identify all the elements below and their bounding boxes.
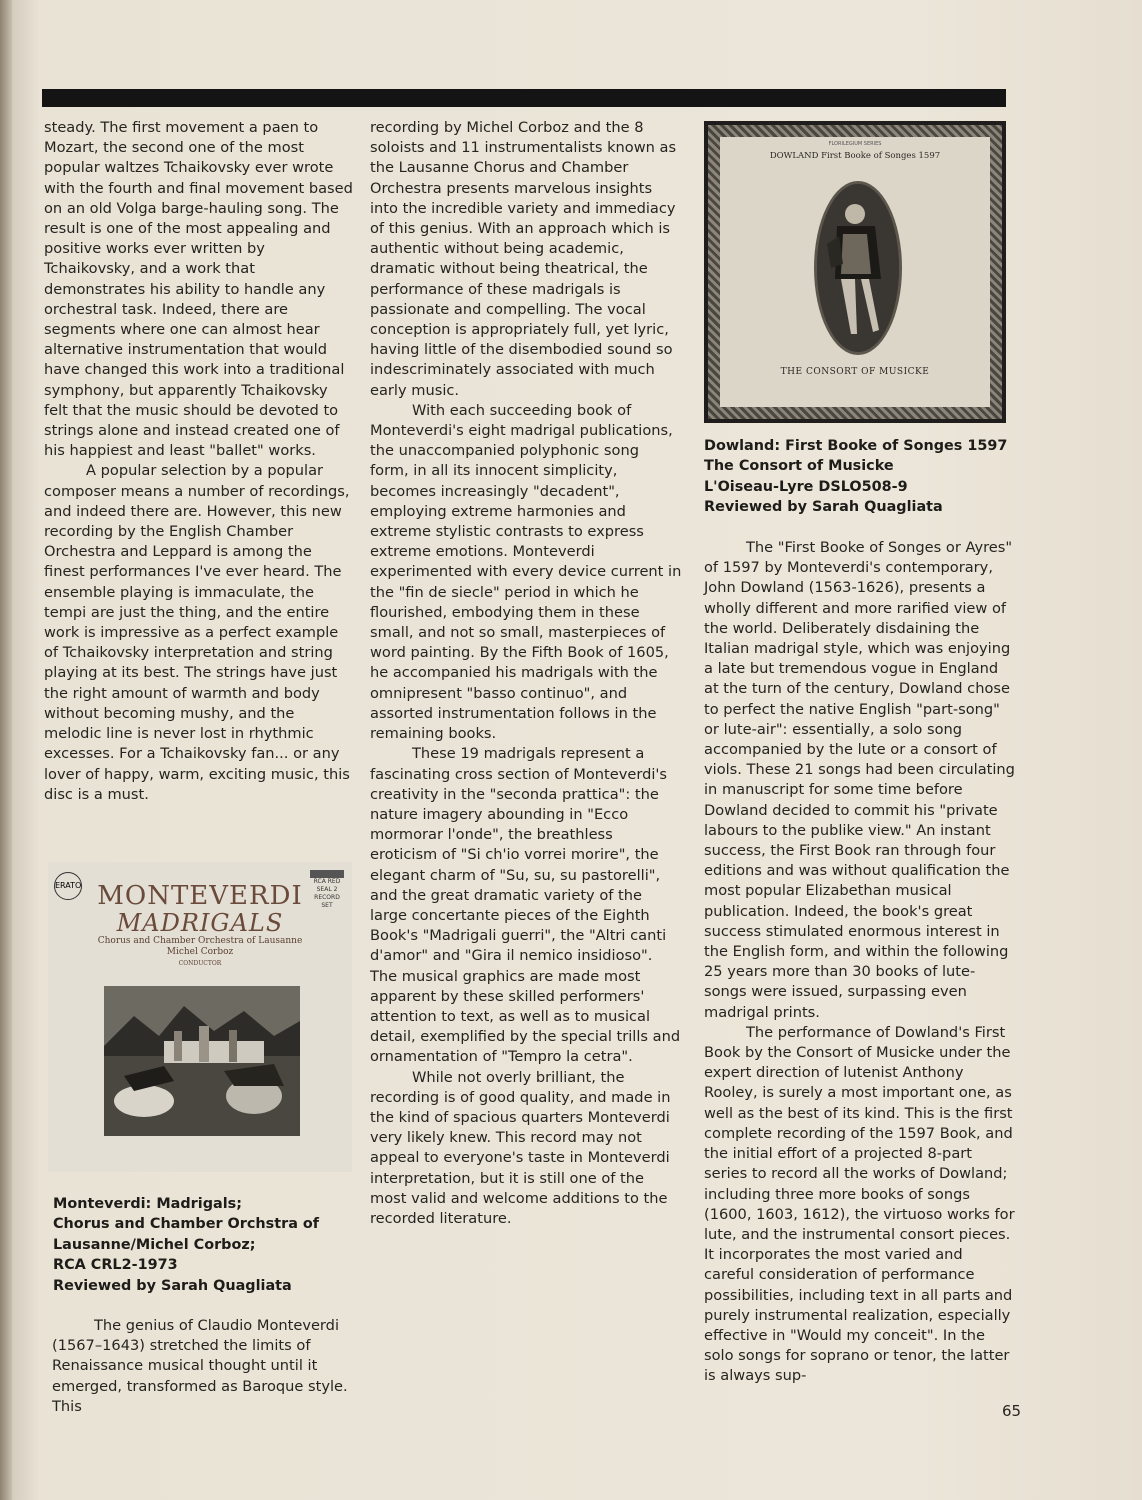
album-title-line-1: MONTEVERDI [97, 881, 303, 911]
caption-line: Monteverdi: Madrigals; [53, 1196, 242, 1212]
caption-line: Reviewed by Sarah Quagliata [704, 499, 943, 516]
dowland-album-cover [704, 121, 1006, 423]
caption-line: Dowland: First Booke of Songes 1597 [704, 438, 1008, 454]
paragraph: A popular selection by a popular composer means a number of recordings, and indeed there are. However, this new recording by the English Chamber Orchestra and Leppard is among the finest performances I've ever heard. The ensemble playing is immaculate, the tempi are just the thing, and the entire work is impressive as a perfect example of Tchaikovsky interpretation and string playing at its best. The strings have just the right amount of warmth and body without becoming mushy, and the melodic line is never lost in rhythmic excesses. For a Tchaikovsky fan... or any lover of happy, warm, exciting music, this disc is a must. [44, 462, 350, 803]
caption-line: RCA CRL2-1973 [53, 1257, 178, 1274]
column-1-bottom [52, 1316, 358, 1417]
column-1 [44, 118, 356, 805]
column-2 [370, 118, 682, 1229]
album-title: DOWLAND First Booke of Songes 1597 [769, 151, 941, 161]
header-rule [42, 89, 1006, 107]
album-conductor: Michel Corboz [166, 947, 234, 957]
column-3 [704, 538, 1016, 1387]
caption-line: Reviewed by Sarah Quagliata [53, 1277, 292, 1294]
erato-logo: ERATO [54, 872, 82, 900]
paragraph: These 19 madrigals represent a fascinating cross section of Monteverdi's creativity in the "seconda prattica": the nature imagery abounding in "Ecco mormorar l'onde", the breathless eroticism of "Si ch'io vorrei morire", the elegant charm of "Su, su, su pastorelli", and the great dramatic variety of the large concertante pieces of the Eighth Book's "Madrigali guerri", the "Altri canti d'amor" and "Gira il nemico insidioso". The musical graphics are made most apparent by these skilled performers' attention to text, as well as to musical detail, exemplified by the special trills and ornamentation of "Tempro la cetra". [370, 745, 681, 1066]
album-conductor-role: CONDUCTOR [178, 960, 222, 967]
rca-red-seal-logo: RCA RED SEAL 2 RECORD SET [310, 870, 344, 910]
monteverdi-album-cover [48, 862, 352, 1172]
album-series: FLORILEGIUM SERIES [828, 141, 882, 147]
album-performer: THE CONSORT OF MUSICKE [780, 367, 930, 377]
page-number: 65 [1002, 1402, 1022, 1420]
caption-line: L'Oiseau-Lyre DSLO508-9 [704, 478, 908, 495]
album-performer: Chorus and Chamber Orchestra of Lausanne [97, 936, 303, 946]
album-painting-image [104, 986, 300, 1136]
paragraph: The genius of Claudio Monteverdi (1567–1643) stretched the limits of Renaissance musical thought until it emerged, transformed as Baroque style. This [52, 1317, 348, 1415]
binding-edge [0, 0, 12, 1500]
caption-line: Lausanne/Michel Corboz; [53, 1236, 256, 1253]
caption-line: The Consort of Musicke [704, 458, 894, 475]
album-title-line-2: MADRIGALS [116, 909, 284, 937]
dowland-caption [704, 436, 1007, 518]
paragraph: With each succeeding book of Monteverdi's eight madrigal publications, the unaccompanied polyphonic song form, in all its innocent simplicity, becomes increasingly "decadent", employing extreme harmonies and extreme stylistic contrasts to express extreme emotions. Monteverdi experimented with every device current in the "fin de siecle" period in which he flourished, embodying them in these small, and not so small, masterpieces of word painting. By the Fifth Book of 1605, he accompanied his madrigals with the omnipresent "basso continuo", and assorted instrumentation follows in the remaining books. [370, 401, 682, 743]
portrait-image [814, 181, 902, 355]
paragraph: The "First Booke of Songes or Ayres" of 1597 by Monteverdi's contemporary, John Dowland (1563-1626), presents a wholly different and more rarified view of the world. Deliberately disdaining the Italian madrigal style, which was enjoying a late but tremendous vogue in England at the turn of the century, Dowland chose to perfect the native English "part-song" or lute-air": essentially, a solo song accompanied by the lute or a consort of viols. These 21 songs had been circulating in manuscript for some time before Dowland decided to commit his "private labours to the publike view." An instant success, the First Book ran through four editions and was without qualification the most popular Elizabethan musical publication. Indeed, the book's great success stimulated enormous interest in the English form, and within the following 25 years more than 30 books of lute-songs were issued, surpassing even madrigal prints. [704, 539, 1015, 1021]
caption-line: Chorus and Chamber Orchstra of [53, 1216, 320, 1233]
paragraph: While not overly brilliant, the recording is of good quality, and made in the kind of spacious quarters Monteverdi very likely knew. This record may not appeal to everyone's taste in Monteverdi interpretation, but it is still one of the most valid and welcome additions to the recorded literature. [370, 1068, 671, 1227]
monteverdi-caption [53, 1194, 319, 1296]
paragraph: recording by Michel Corboz and the 8 soloists and 11 instrumentalists known as the Lausanne Chorus and Chamber Orchestra presents marvelous insights into the incredible variety and immediacy of this genius. With an approach which is authentic without being academic, dramatic without being theatrical, the performance of these madrigals is passionate and compelling. The vocal conception is appropriately full, yet lyric, having little of the disembodied sound so indescriminately associated with much early music. [370, 119, 677, 399]
paragraph: steady. The first movement a paen to Mozart, the second one of the most popular waltzes Tchaikovsky ever wrote with the fourth and final movement based on an old Volga barge-hauling song. The result is one of the most appealing and positive works ever written by Tchaikovsky, and a work that demonstrates his ability to handle any orchestral task. Indeed, there are segments where one can almost hear alternative instrumentation that would have changed this work into a traditional symphony, but apparently Tchaikovsky felt that the music should be devoted to strings alone and instead created one of his happiest and least "ballet" works. [44, 119, 353, 460]
paragraph: The performance of Dowland's First Book by the Consort of Musicke under the expert direction of lutenist Anthony Rooley, is surely a most important one, as well as the best of its kind. This is the first complete recording of the 1597 Book, and the initial effort of a projected 8-part series to record all the works of Dowland; including three more books of songs (1600, 1603, 1612), the virtuoso works for lute, and the instrumental consort pieces. It incorporates the most varied and careful consideration of performance possibilities, including text in all parts and purely instrumental realization, especially effective in "Would my conceit". In the solo songs for soprano or tenor, the latter is always sup- [704, 1023, 1015, 1385]
